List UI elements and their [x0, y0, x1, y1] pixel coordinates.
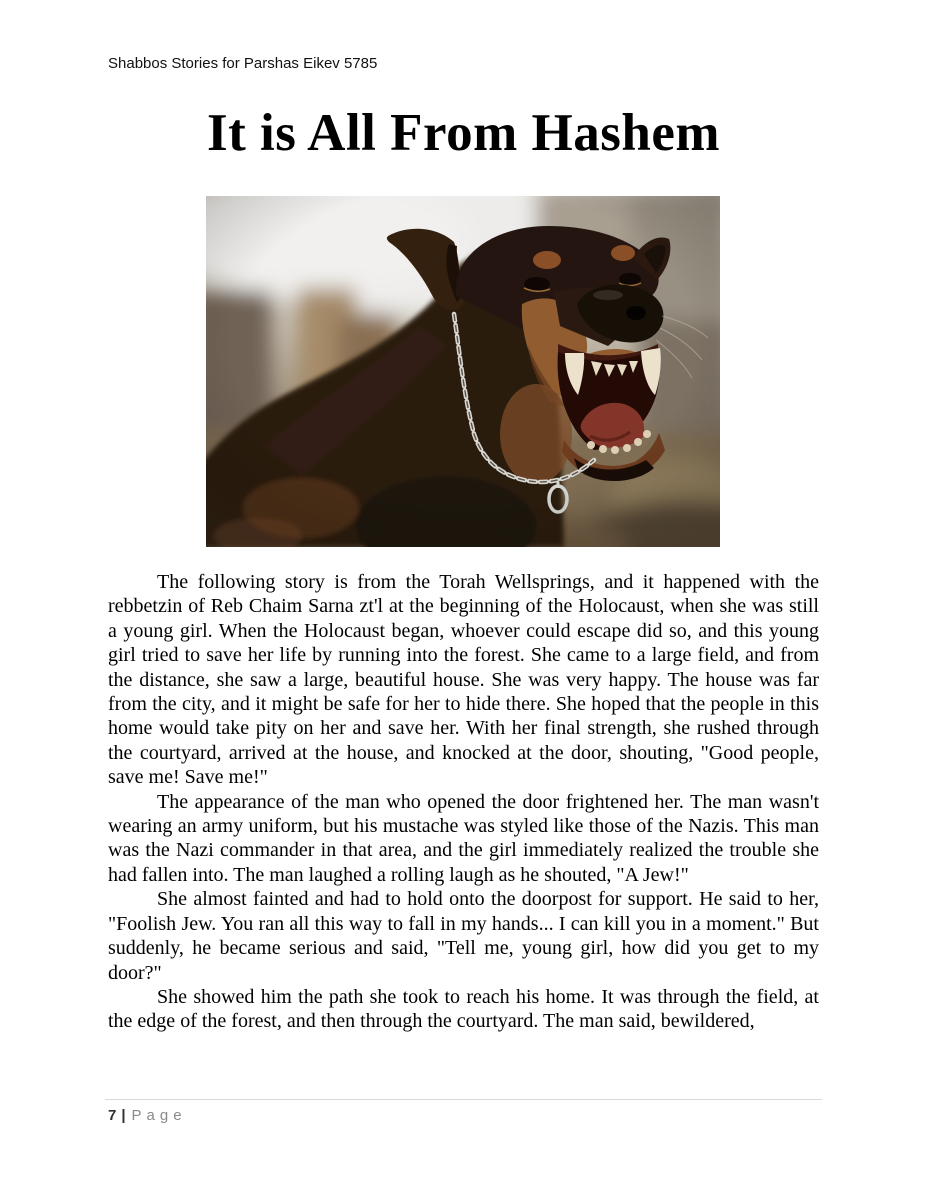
footer-separator: |: [121, 1107, 126, 1124]
page-footer: [108, 1106, 187, 1126]
body-paragraph: She almost fainted and had to hold onto the doorpost for support. He said to her, "Foolish Jew. You ran all this way to fall in my hands... I can kill you in a moment." But suddenly, he became serious and said, "Tell me, young girl, how did you get to my door?": [108, 888, 819, 984]
footer-page-label: Page: [131, 1107, 187, 1124]
body-paragraph: The appearance of the man who opened the door frightened her. The man wasn't wearing an army uniform, but his mustache was styled like those of the Nazis. This man was the Nazi commander in that area, and the girl immediately realized the trouble she had fallen into. The man laughed a rolling laugh as he shouted, "A Jew!": [108, 790, 819, 886]
page-number: 7: [108, 1107, 117, 1124]
page-title: It is All From Hashem: [206, 104, 721, 162]
document-header: Shabbos Stories for Parshas Eikev 5785: [108, 55, 378, 72]
body-paragraph: The following story is from the Torah Wellsprings, and it happened with the rebbetzin of Reb Chaim Sarna zt'l at the beginning of the Holocaust, when she was still a young girl. When the Holocaust began, whoever could escape did so, and this young girl tried to save her life by running into the forest. She came to a large field, and from the distance, she saw a large, beautiful house. She was very happy. The house was far from the city, and it might be safe for her to hide there. She hoped that the people in this home would take pity on her and save her. With her final strength, she rushed through the courtyard, arrived at the house, and knocked at the door, shouting, "Good people, save me! Save me!": [108, 571, 819, 789]
body-paragraph: She showed him the path she took to reach his home. It was through the field, at the edge of the forest, and then through the courtyard. The man said, bewildered,: [108, 985, 819, 1033]
footer-divider: [105, 1099, 822, 1100]
dog-photo: [206, 196, 720, 547]
story-body: [108, 570, 819, 1034]
